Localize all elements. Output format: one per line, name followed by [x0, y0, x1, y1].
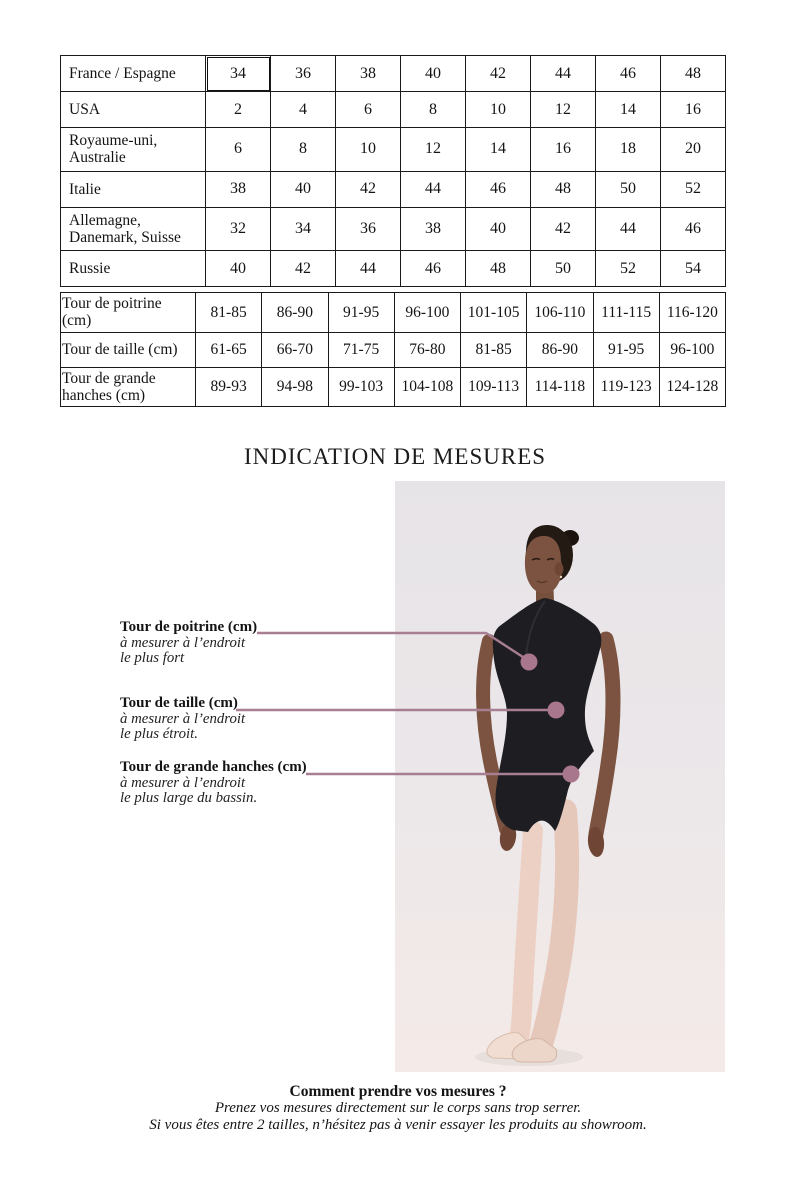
- value-cell: 89-93: [196, 367, 262, 407]
- value-cell: 4: [271, 92, 336, 128]
- value-cell: 40: [271, 171, 336, 207]
- value-cell: 61-65: [196, 332, 262, 367]
- value-cell: 38: [336, 56, 401, 92]
- value-cell: 42: [531, 207, 596, 251]
- value-cell: 86-90: [527, 332, 593, 367]
- value-cell: 44: [596, 207, 661, 251]
- annotation-subtext: à mesurer à l’endroit: [120, 634, 246, 651]
- footer-line: Si vous êtes entre 2 tailles, n’hésitez pas à venir essayer les produits au showroom.: [149, 1116, 647, 1133]
- value-cell: 20: [661, 128, 726, 172]
- value-cell: 99-103: [328, 367, 394, 407]
- model-ear: [555, 563, 564, 576]
- row-label: USA: [61, 92, 206, 128]
- value-cell: 12: [401, 128, 466, 172]
- annotation-subtext: le plus étroit.: [120, 726, 198, 743]
- value-cell: 116-120: [659, 293, 725, 333]
- value-cell: 48: [466, 251, 531, 287]
- value-cell: 52: [596, 251, 661, 287]
- value-cell: 101-105: [461, 293, 527, 333]
- value-cell: 38: [206, 171, 271, 207]
- value-cell: 44: [336, 251, 401, 287]
- value-cell: 8: [401, 92, 466, 128]
- value-cell: 46: [401, 251, 466, 287]
- table-row: [61, 332, 726, 367]
- value-cell: 50: [596, 171, 661, 207]
- value-cell: 104-108: [394, 367, 460, 407]
- value-cell: 46: [466, 171, 531, 207]
- annotation-title: Tour de grande hanches (cm): [120, 759, 307, 775]
- annotation-subtext: le plus large du bassin.: [120, 790, 258, 807]
- annotation-title: Tour de poitrine (cm): [120, 619, 258, 635]
- annotation-hanches: [120, 760, 390, 807]
- value-cell: 96-100: [394, 293, 460, 333]
- annotation-taille: [120, 696, 390, 743]
- value-cell: 50: [531, 251, 596, 287]
- size-conversion-table-body: [61, 56, 726, 287]
- section-title: INDICATION DE MESURES: [243, 444, 547, 469]
- row-label: Italie: [61, 171, 206, 207]
- value-cell: 91-95: [328, 293, 394, 333]
- value-cell: 40: [401, 56, 466, 92]
- value-cell: 34: [271, 207, 336, 251]
- table-row: [61, 128, 726, 172]
- value-cell: 18: [596, 128, 661, 172]
- row-label: Russie: [61, 251, 206, 287]
- value-cell: 2: [206, 92, 271, 128]
- table-row: [61, 293, 726, 333]
- body-measurements-table: [60, 292, 726, 407]
- value-cell: 36: [271, 56, 336, 92]
- value-cell: 54: [661, 251, 726, 287]
- table-row: [61, 56, 726, 92]
- table-row: [61, 367, 726, 407]
- value-cell: 8: [271, 128, 336, 172]
- footer-title: Comment prendre vos mesures ?: [289, 1083, 507, 1100]
- row-label: Tour de poitrine (cm): [61, 293, 196, 333]
- value-cell: 66-70: [262, 332, 328, 367]
- table-row: [61, 92, 726, 128]
- row-label: Tour de taille (cm): [61, 332, 196, 367]
- value-cell: 32: [206, 207, 271, 251]
- value-cell: 10: [336, 128, 401, 172]
- table-row: [61, 171, 726, 207]
- value-cell: 14: [596, 92, 661, 128]
- value-cell: 40: [206, 251, 271, 287]
- annotation-title: Tour de taille (cm): [120, 695, 238, 711]
- value-cell: 94-98: [262, 367, 328, 407]
- value-cell: 119-123: [593, 367, 659, 407]
- footer-instructions: [0, 1084, 796, 1133]
- value-cell: 81-85: [196, 293, 262, 333]
- value-cell: 10: [466, 92, 531, 128]
- value-cell: 6: [206, 128, 271, 172]
- annotation-subtext: à mesurer à l’endroit: [120, 774, 246, 791]
- value-cell: 48: [661, 56, 726, 92]
- table-row: [61, 207, 726, 251]
- value-cell: 16: [661, 92, 726, 128]
- annotation-subtext: le plus fort: [120, 650, 185, 667]
- value-cell: 96-100: [659, 332, 725, 367]
- value-cell: 12: [531, 92, 596, 128]
- value-cell: 6: [336, 92, 401, 128]
- value-cell: 71-75: [328, 332, 394, 367]
- value-cell: 106-110: [527, 293, 593, 333]
- value-cell: 91-95: [593, 332, 659, 367]
- row-label: France / Espagne: [61, 56, 206, 92]
- model-photo: [395, 481, 725, 1072]
- value-cell: 40: [466, 207, 531, 251]
- footer-line: Prenez vos mesures directement sur le corps sans trop serrer.: [214, 1100, 582, 1117]
- model-figure-illustration: [395, 481, 725, 1072]
- row-label: Tour de grande hanches (cm): [61, 367, 196, 407]
- annotation-poitrine: [120, 620, 390, 667]
- value-cell: 42: [271, 251, 336, 287]
- row-label: Allemagne, Danemark, Suisse: [61, 207, 206, 251]
- body-measurements-table-body: [61, 293, 726, 407]
- model-left-leg: [519, 831, 533, 1039]
- annotation-subtext: à mesurer à l’endroit: [120, 710, 246, 727]
- value-cell: 86-90: [262, 293, 328, 333]
- value-cell: 36: [336, 207, 401, 251]
- row-label: Royaume-uni, Australie: [61, 128, 206, 172]
- value-cell: 109-113: [461, 367, 527, 407]
- value-cell: 76-80: [394, 332, 460, 367]
- earring: [560, 576, 562, 578]
- value-cell: 48: [531, 171, 596, 207]
- value-cell: 46: [596, 56, 661, 92]
- value-cell: 34: [206, 56, 271, 92]
- value-cell: 42: [466, 56, 531, 92]
- value-cell: 111-115: [593, 293, 659, 333]
- value-cell: 124-128: [659, 367, 725, 407]
- value-cell: 14: [466, 128, 531, 172]
- value-cell: 38: [401, 207, 466, 251]
- size-conversion-table: [60, 55, 726, 287]
- table-row: [61, 251, 726, 287]
- value-cell: 42: [336, 171, 401, 207]
- value-cell: 52: [661, 171, 726, 207]
- value-cell: 44: [401, 171, 466, 207]
- value-cell: 114-118: [527, 367, 593, 407]
- value-cell: 16: [531, 128, 596, 172]
- value-cell: 46: [661, 207, 726, 251]
- value-cell: 44: [531, 56, 596, 92]
- value-cell: 81-85: [461, 332, 527, 367]
